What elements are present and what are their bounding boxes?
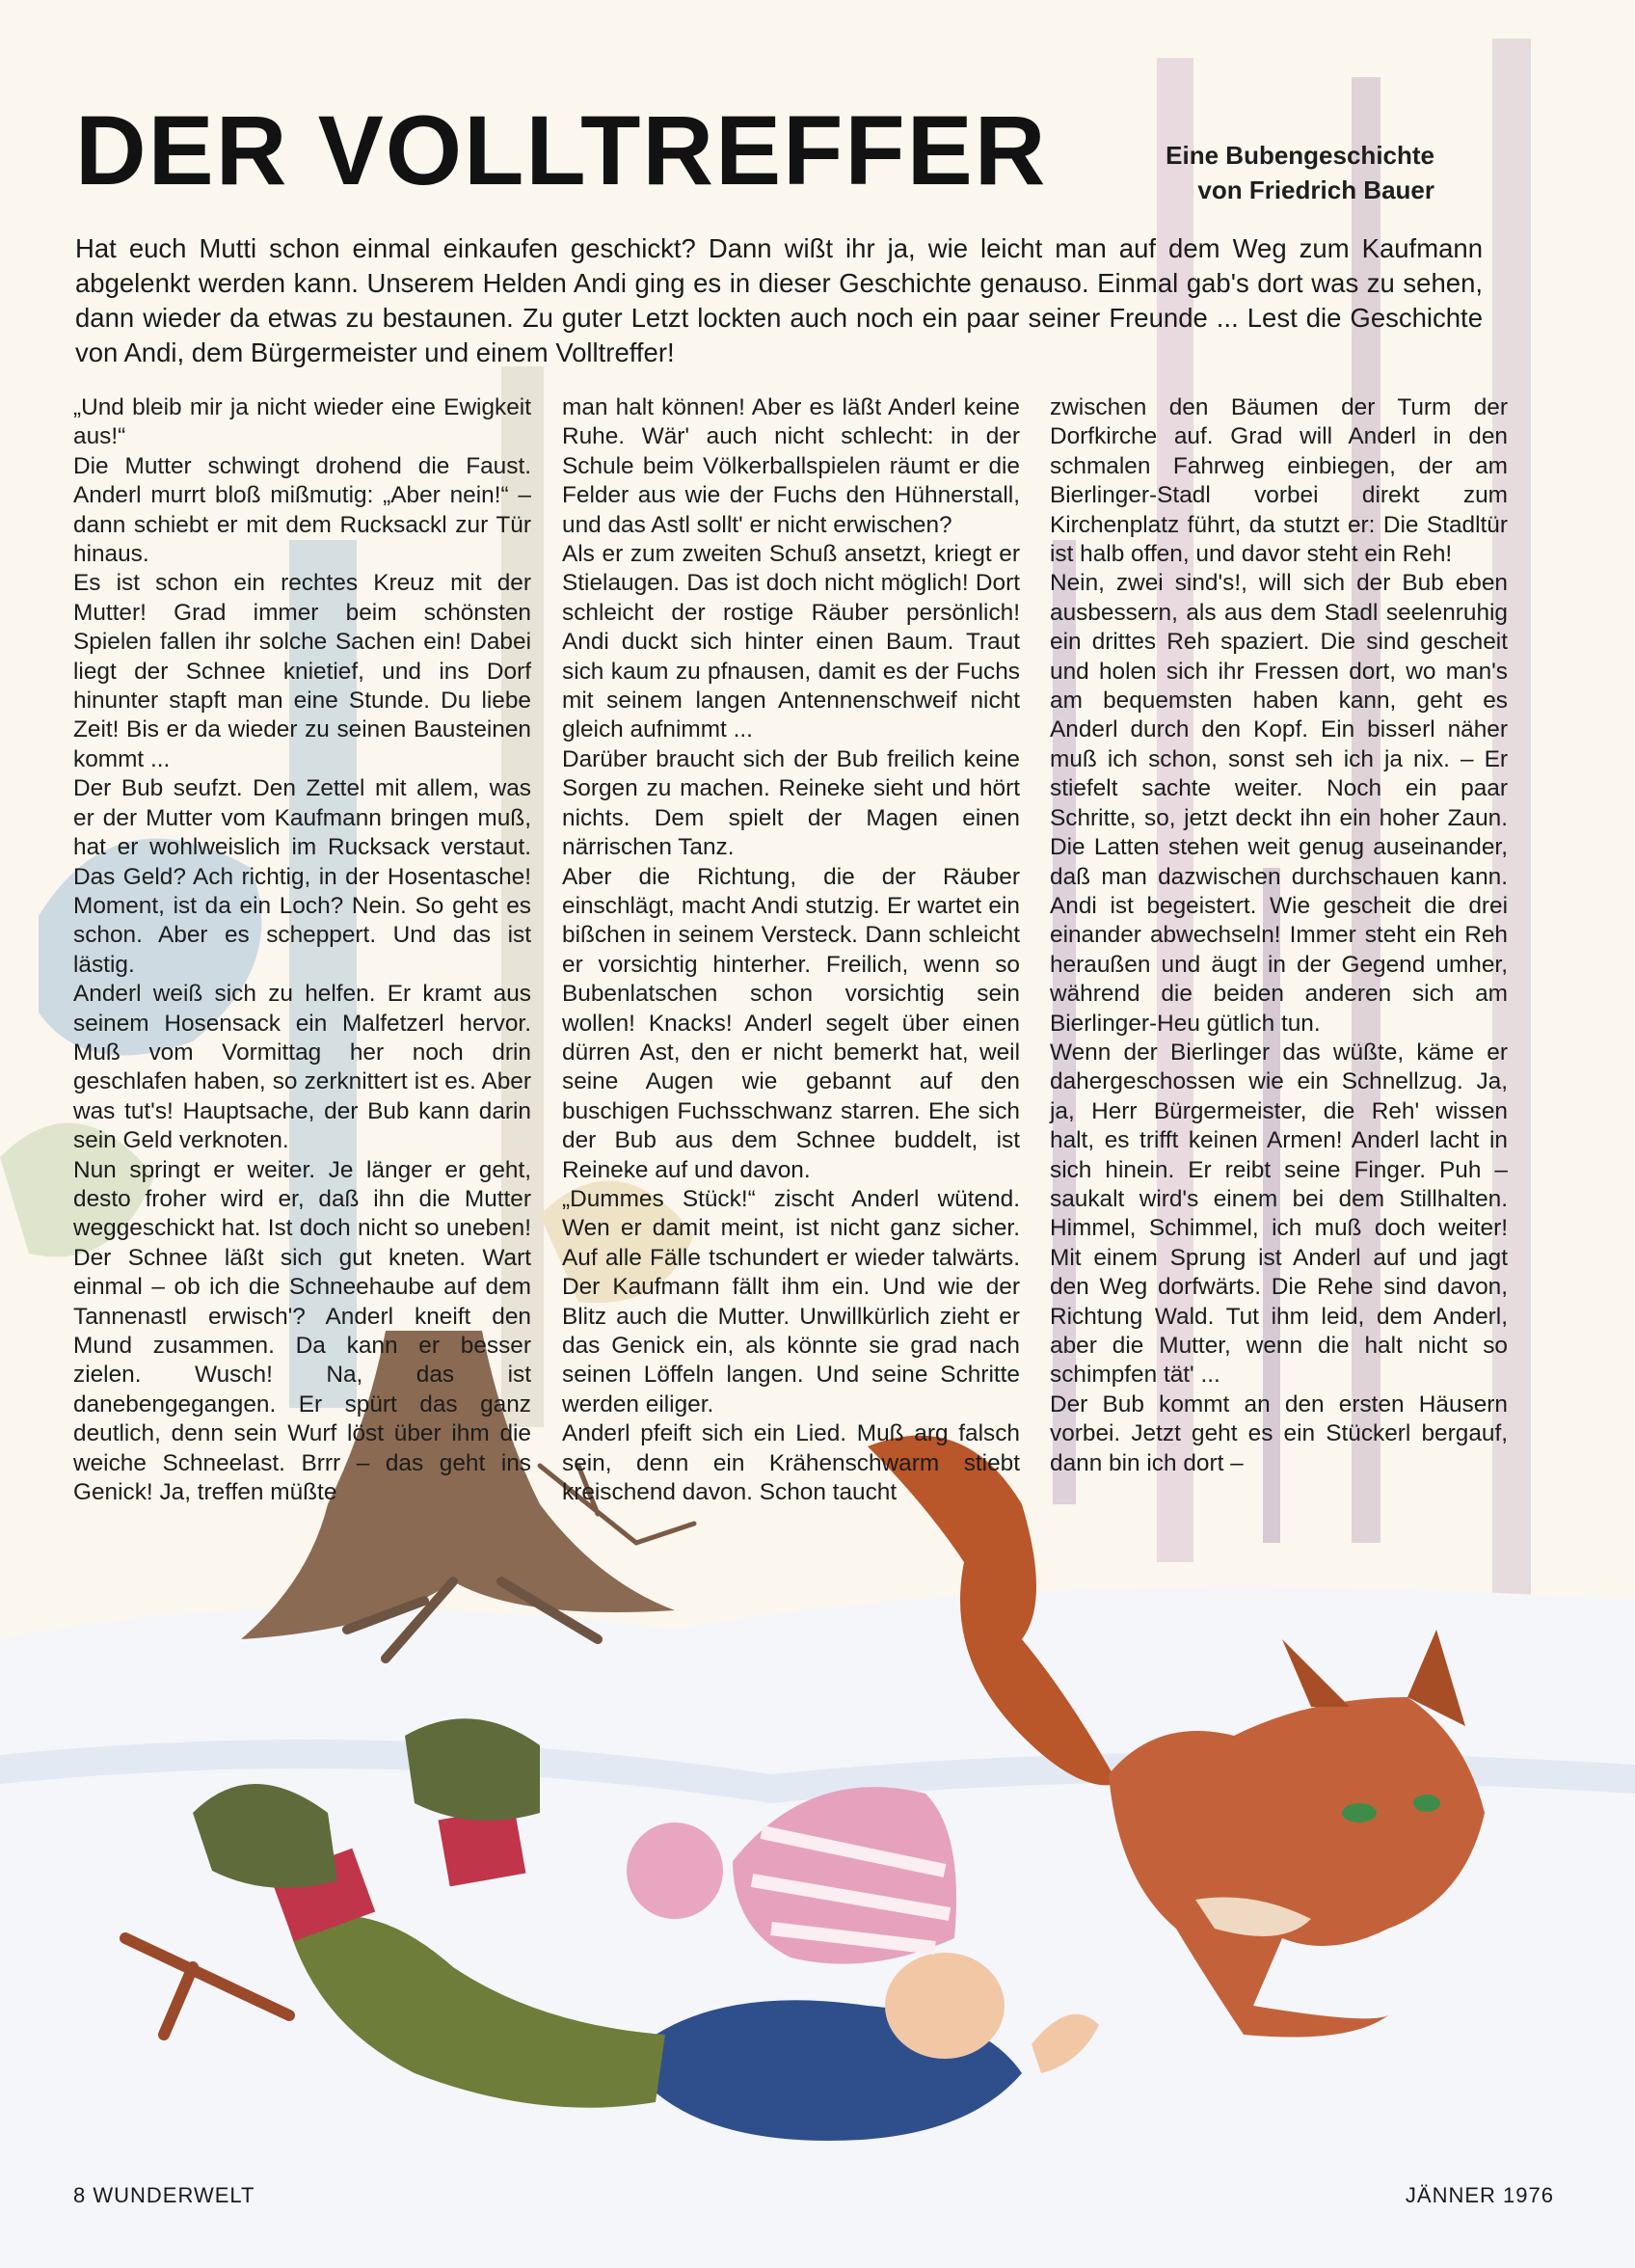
text-column-2 (562, 393, 1020, 1507)
boy-hat-pompom (627, 1822, 723, 1919)
paragraph: „Und bleib mir ja nicht wieder eine Ewigkeit aus!“ (73, 394, 531, 450)
paragraph: Als er zum zweiten Schuß ansetzt, kriegt er Stielaugen. Das ist doch nicht möglich! Dort schleicht der rostige Räuber persönlich! Andi duckt sich hinter einen Baum. Traut sich kaum zu pfnausen, damit es der Fuchs mit seinem langen Antennenschweif nicht gleich aufnimmt ... (562, 541, 1020, 743)
paragraph: Nun springt er weiter. Je länger er geht, desto froher wird er, daß ihn die Mutter weggeschickt hat. Ist doch nicht so uneben! Der Schnee läßt sich gut kneten. Wart einmal – ob ich die Schneehaube auf dem Tannenastl erwisch'? Anderl kneift den Mund zusammen. Da kann er besser zielen. Wusch! Na, das ist danebengegangen. Er spürt das ganz deutlich, denn sein Wurf löst über ihm die weiche Schneelast. Brrr – das geht ins Genick! Ja, treffen müßte (73, 1156, 531, 1506)
byline-subtitle: Eine Bubengeschichte (1166, 141, 1434, 170)
paragraph: zwischen den Bäumen der Turm der Dorfkirche auf. Grad will Anderl in den schmalen Fahrweg einbiegen, der am Bierlinger-Stadl vorbei direkt zum Kirchenplatz führt, da stutzt er: Die Stadltür ist halb offen, und davor steht ein Reh! (1050, 394, 1508, 568)
paragraph: Der Bub seufzt. Den Zettel mit allem, was er der Mutter vom Kaufmann bringen muß, hat er wohlweislich im Rucksack verstaut. Das Geld? Ach richtig, in der Hosentasche! Moment, ist da ein Loch? Nein. So geht es schon. Aber es scheppert. Und das ist lästig. (73, 775, 531, 978)
boy-face (885, 1953, 1005, 2059)
article-title: DER VOLLTREFFER (75, 95, 1048, 205)
paragraph: Die Mutter schwingt drohend die Faust. Anderl murrt bloß mißmutig: „Aber nein!“ – dann schiebt er mit dem Rucksackl zur Tür hinaus. (73, 452, 531, 568)
paragraph: Der Bub kommt an den ersten Häusern vorbei. Jetzt geht es ein Stückerl bergauf, dann bin ich dort – (1050, 1390, 1508, 1476)
page-number-magazine: 8 WUNDERWELT (73, 2183, 255, 2207)
paragraph: „Dummes Stück!“ zischt Anderl wütend. Wen er damit meint, ist nicht ganz sicher. Auf alle Fälle tschundert er wieder talwärts. Der Kaufmann fällt ihm ein. Und wie der Blitz auch die Mutter. Unwillkürlich zieht er das Genick ein, als könnte sie grad nach seinen Löffeln langen. Und seine Schritte werden eiliger. (562, 1185, 1020, 1418)
paragraph: Anderl pfeift sich ein Lied. Muß arg falsch sein, denn ein Krähenschwarm stiebt kreischend davon. Schon taucht (562, 1420, 1020, 1506)
fox-eye (1413, 1795, 1440, 1812)
byline-author: von Friedrich Bauer (1197, 176, 1434, 204)
text-column-1 (73, 393, 531, 1507)
paragraph: Es ist schon ein rechtes Kreuz mit der Mutter! Grad immer beim schönsten Spielen fallen ihr solche Sachen ein! Dabei liegt der Schnee knietief, und ins Dorf hinunter stapft man eine Stunde. Du liebe Zeit! Bis er da wieder zu seinen Bausteinen kommt ... (73, 570, 531, 772)
byline (1166, 138, 1434, 207)
issue-date: JÄNNER 1976 (1405, 2183, 1554, 2207)
paragraph: Aber die Richtung, die der Räuber einschlägt, macht Andi stutzig. Er wartet ein bißchen in seinem Versteck. Dann schleicht er vorsichtig hinterher. Freilich, wenn so Bubenlatschen schon vorsichtig sein wollen! Knacks! Anderl segelt über einen dürren Ast, den er nicht bemerkt hat, weil seine Augen wie gebannt auf den buschigen Fuchsschwanz starren. Ehe sich der Bub aus dem Schnee buddelt, ist Reineke auf und davon. (562, 863, 1020, 1183)
paragraph: Wenn der Bierlinger das wüßte, käme er dahergeschossen wie ein Schnellzug. Ja, ja, Herr Bürgermeister, die Reh' wissen halt, es trifft keinen Armen! Anderl lacht in sich hinein. Er reibt seine Finger. Puh – saukalt wird's einem bei dem Stillhalten. Himmel, Schimmel, ich muß doch weiter! Mit einem Sprung ist Anderl auf und jagt den Weg dorfwärts. Die Rehe sind davon, Richtung Wald. Tut ihm leid, dem Anderl, aber die Mutter, wenn die halt nicht so schimpfen tät' ... (1050, 1039, 1508, 1389)
paragraph: Anderl weiß sich zu helfen. Er kramt aus seinem Hosensack ein Malfetzerl hervor. Muß vom Vormittag her noch drin geschlafen haben, so zerknittert ist es. Aber was tut's! Hauptsache, der Bub kann darin sein Geld verknoten. (73, 981, 531, 1154)
boy-boot (405, 1718, 540, 1821)
fox-eye (1342, 1803, 1377, 1822)
paragraph: man halt können! Aber es läßt Anderl keine Ruhe. Wär' auch nicht schlecht: in der Schule beim Völkerballspielen räumt er die Felder aus wie der Fuchs den Hühnerstall, und das Astl sollt' er nicht erwischen? (562, 394, 1020, 538)
paragraph: Nein, zwei sind's!, will sich der Bub eben ausbessern, als aus dem Stadl seelenruhig ein drittes Reh spaziert. Die sind gescheit und holen sich ihr Fressen dort, wo man's am bequemsten haben kann, geht es Anderl durch den Kopf. Ein bisserl näher muß ich schon, sonst seh ich ja nix. – Er stiefelt sachte weiter. Noch ein paar Schritte, so, jetzt deckt ihn ein hoher Zaun. Die Latten stehen weit genug auseinander, daß man dazwischen durchschauen kann. Andi ist begeistert. Wie gescheit die drei einander abwechseln! Immer steht ein Reh heraußen und äugt in der Gegend umher, während die beiden anderen sich am Bierlinger-Heu gütlich tun. (1050, 570, 1508, 1037)
intro-paragraph: Hat euch Mutti schon einmal einkaufen geschickt? Dann wißt ihr ja, wie leicht man auf dem Weg zum Kaufmann abgelenkt werden kann. Unserem Helden Andi ging es in dieser Geschichte genauso. Einmal gab's dort was zu sehen, dann wieder da etwas zu bestaunen. Zu guter Letzt lockten auch noch ein paar seiner Freunde ... Lest die Geschichte von Andi, dem Bürgermeister und einem Volltreffer! (75, 233, 1483, 367)
text-column-3 (1050, 393, 1508, 1478)
paragraph: Darüber braucht sich der Bub freilich keine Sorgen zu machen. Reineke sieht und hört nichts. Dem spielt der Magen einen närrischen Tanz. (562, 745, 1020, 861)
